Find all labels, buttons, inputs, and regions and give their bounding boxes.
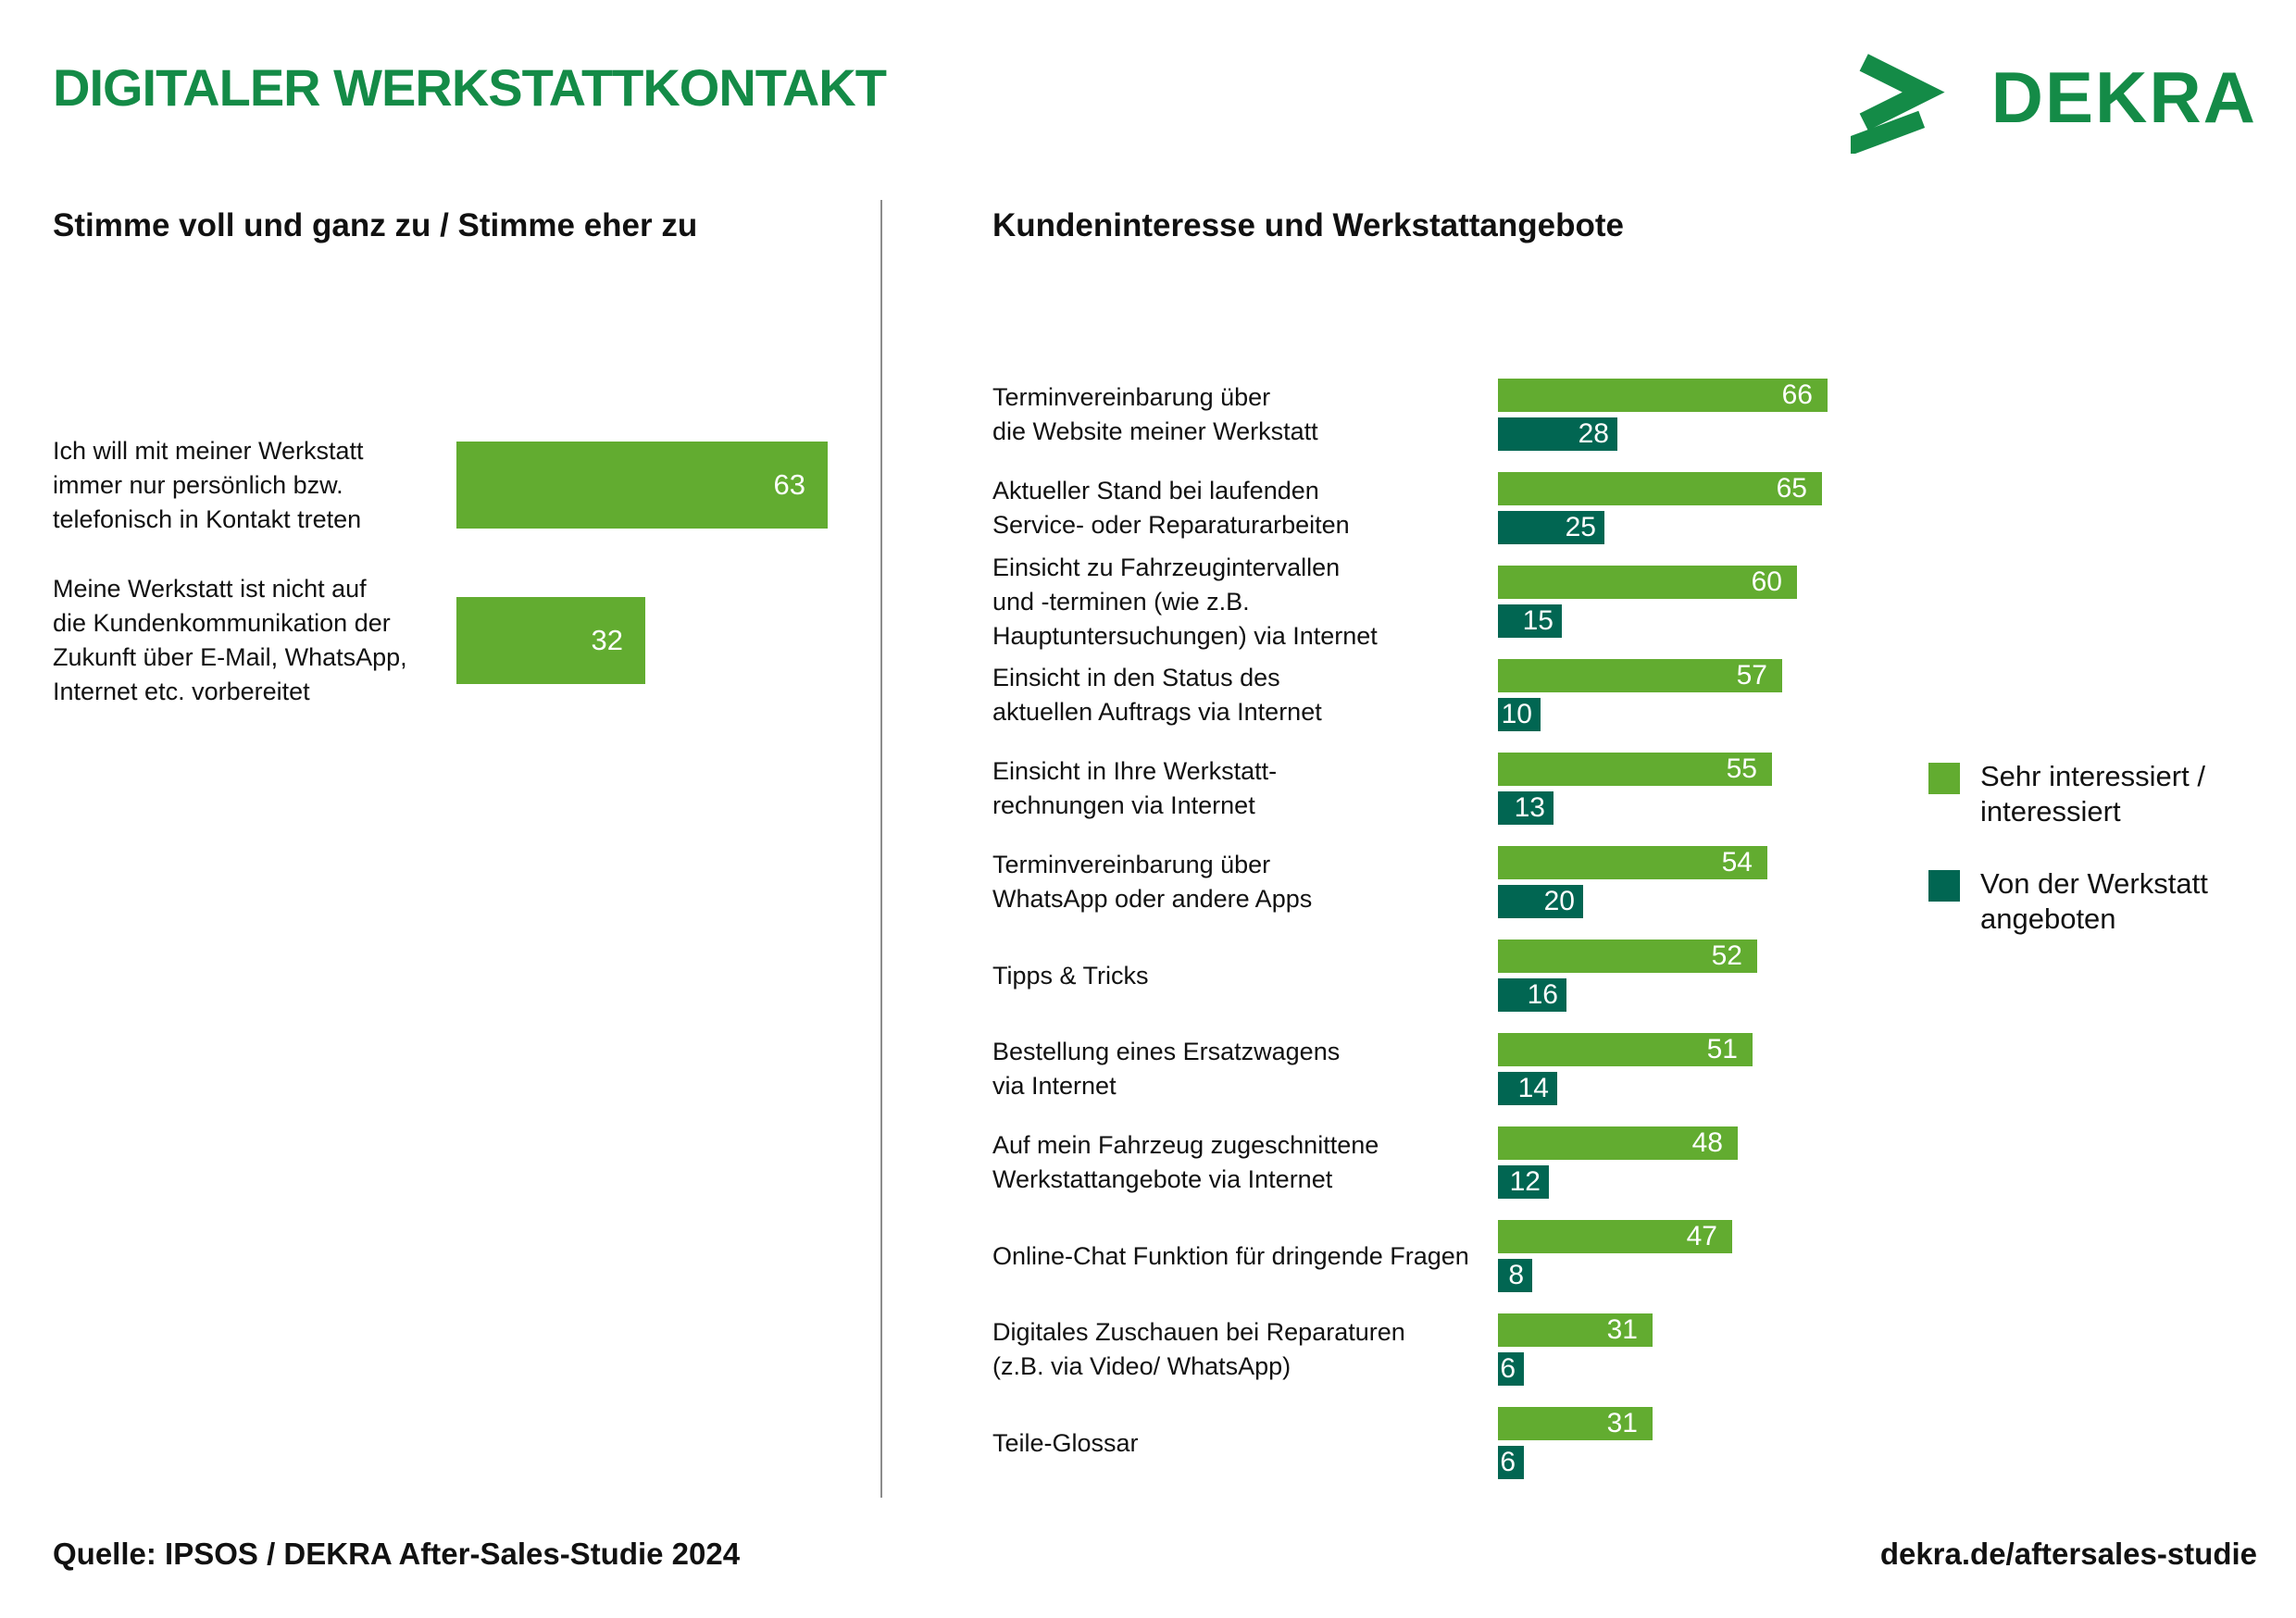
legend-swatch-dark-green [1928, 870, 1960, 902]
offered-bar [1498, 1259, 1532, 1292]
offered-bar [1498, 1352, 1524, 1386]
label-line: Einsicht zu Fahrzeugintervallen [992, 554, 1341, 581]
offered-bar [1498, 1072, 1557, 1105]
bar-value-label: 12 [1509, 1166, 1541, 1197]
offered-bar [1498, 978, 1566, 1012]
bar-category-label [992, 1035, 1340, 1103]
bar-category-label [992, 551, 1378, 653]
interest-bar [1498, 1313, 1653, 1347]
interest-bar [1498, 1126, 1738, 1160]
offered-bar [1498, 1446, 1524, 1479]
dekra-logo-text: DEKRA [1990, 56, 2257, 138]
label-line: Auf mein Fahrzeug zugeschnittene [992, 1131, 1379, 1159]
legend [1928, 759, 2208, 937]
interest-bar [1498, 1407, 1653, 1440]
label-line: Online-Chat Funktion für dringende Fragen [992, 1242, 1469, 1270]
label-line: Werkstattangebote via Internet [992, 1165, 1333, 1193]
offered-bar [1498, 698, 1541, 731]
offered-bar [1498, 511, 1604, 544]
bar-category-label [992, 661, 1322, 729]
bar-value-label: 6 [1500, 1447, 1516, 1477]
bar-value-label: 28 [1578, 418, 1609, 449]
label-line: Einsicht in Ihre Werkstatt- [992, 757, 1278, 785]
interest-bar [1498, 659, 1782, 692]
page-title: DIGITALER WERKSTATTKONTAKT [53, 58, 886, 117]
label-line: immer nur persönlich bzw. [53, 471, 343, 499]
label-line: Teile-Glossar [992, 1429, 1139, 1457]
bar-value-label: 54 [1721, 847, 1753, 877]
bar-value-label: 20 [1543, 886, 1575, 916]
right-chart-title: Kundeninteresse und Werkstattangebote [992, 207, 1624, 243]
label-line: Aktueller Stand bei laufenden [992, 477, 1319, 504]
website-text: dekra.de/aftersales-studie [1879, 1537, 2257, 1571]
legend-item-interested [1928, 759, 2208, 829]
label-line: Einsicht in den Status des [992, 664, 1280, 691]
offered-bar [1498, 417, 1617, 451]
label-line: telefonisch in Kontakt treten [53, 505, 362, 533]
bar-value-label: 48 [1691, 1127, 1723, 1158]
bar-value-label: 32 [591, 624, 623, 656]
legend-label-offered [1980, 866, 2208, 937]
offered-bar [1498, 604, 1562, 638]
interest-bar [1498, 472, 1822, 505]
bar-value-label: 6 [1500, 1353, 1516, 1384]
bar-category-label [992, 1315, 1405, 1384]
label-line: Digitales Zuschauen bei Reparaturen [992, 1318, 1405, 1346]
bar-value-label: 14 [1517, 1073, 1549, 1103]
bar-value-label: 31 [1606, 1314, 1638, 1345]
interest-bar [1498, 566, 1797, 599]
left-chart-title: Stimme voll und ganz zu / Stimme eher zu [53, 207, 698, 243]
label-line: WhatsApp oder andere Apps [992, 885, 1313, 913]
label-line: via Internet [992, 1072, 1117, 1100]
label-line: und -terminen (wie z.B. [992, 588, 1250, 616]
legend-swatch-light-green [1928, 763, 1960, 794]
label-line: (z.B. via Video/ WhatsApp) [992, 1352, 1292, 1380]
bar-value-label: 25 [1565, 512, 1596, 542]
label-line: die Kundenkommunikation der [53, 609, 391, 637]
bar-category-label [992, 1128, 1379, 1197]
bar-value-label: 66 [1781, 380, 1813, 410]
legend-label-line: interessiert [1980, 795, 2121, 828]
label-line: rechnungen via Internet [992, 791, 1255, 819]
label-line: Bestellung eines Ersatzwagens [992, 1038, 1341, 1065]
bar-category-label [992, 1239, 1469, 1274]
bar-category-label [992, 474, 1350, 542]
bar-value-label: 31 [1606, 1408, 1638, 1438]
legend-label-line: angeboten [1980, 902, 2116, 935]
offered-bar [1498, 791, 1554, 825]
offered-bar [1498, 1165, 1549, 1199]
bar-value-label: 51 [1706, 1034, 1738, 1064]
legend-label-line: Von der Werkstatt [1980, 867, 2208, 900]
bar-value-label: 55 [1726, 753, 1757, 784]
label-line: Zukunft über E-Mail, WhatsApp, [53, 643, 407, 671]
bar-category-label [992, 959, 1149, 993]
legend-item-offered [1928, 866, 2208, 937]
bar-value-label: 65 [1776, 473, 1807, 504]
interest-bar [1498, 379, 1828, 412]
label-line: Meine Werkstatt ist nicht auf [53, 575, 367, 603]
bar-value-label: 63 [773, 468, 805, 501]
interest-bar [1498, 1220, 1732, 1253]
label-line: Service- oder Reparaturarbeiten [992, 511, 1350, 539]
bar-value-label: 52 [1711, 940, 1742, 971]
interest-bar [1498, 846, 1767, 879]
source-note: Quelle: IPSOS / DEKRA After-Sales-Studie 2024 [53, 1537, 741, 1571]
label-line: Hauptuntersuchungen) via Internet [992, 622, 1378, 650]
bar-category-label [992, 380, 1318, 449]
bar-category-label [992, 754, 1277, 823]
label-line: Tipps & Tricks [992, 962, 1149, 989]
bar-value-label: 8 [1508, 1260, 1524, 1290]
bar-value-label: 60 [1751, 566, 1782, 597]
label-line: Internet etc. vorbereitet [53, 678, 310, 705]
label-line: die Website meiner Werkstatt [992, 417, 1318, 445]
legend-label-interested [1980, 759, 2205, 829]
label-line: aktuellen Auftrags via Internet [992, 698, 1322, 726]
legend-label-line: Sehr interessiert / [1980, 760, 2205, 792]
label-line: Terminvereinbarung über [992, 383, 1271, 411]
label-line: Terminvereinbarung über [992, 851, 1271, 878]
interest-bar [1498, 1033, 1753, 1066]
bar-category-label [992, 1426, 1139, 1461]
label-line: Ich will mit meiner Werkstatt [53, 437, 364, 465]
bar-value-label: 15 [1522, 605, 1554, 636]
bar-value-label: 13 [1514, 792, 1545, 823]
bar-category-label [992, 848, 1312, 916]
interest-bar [1498, 940, 1757, 973]
interest-bar [1498, 753, 1772, 786]
bar-value-label: 47 [1686, 1221, 1717, 1251]
offered-bar [1498, 885, 1583, 918]
bar-value-label: 10 [1501, 699, 1532, 729]
bar-value-label: 16 [1527, 979, 1558, 1010]
bar-value-label: 57 [1736, 660, 1767, 691]
